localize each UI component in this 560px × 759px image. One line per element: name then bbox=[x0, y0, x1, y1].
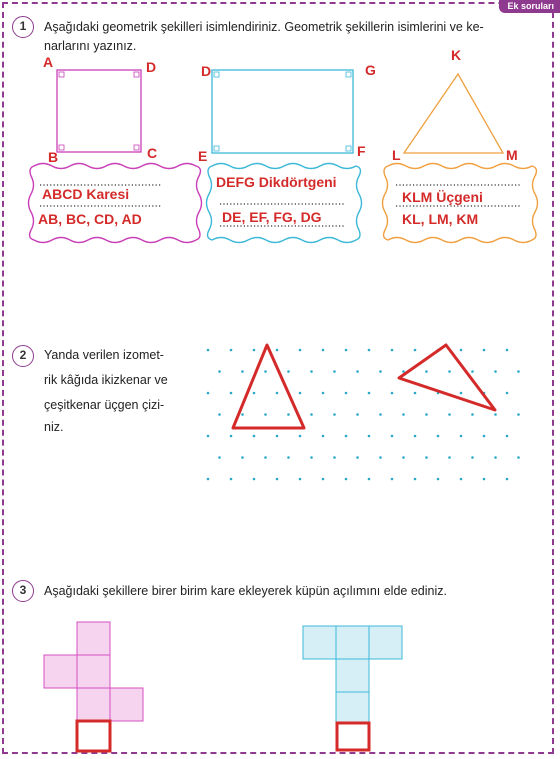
grid-dot bbox=[368, 478, 371, 481]
grid-dot bbox=[471, 456, 474, 459]
grid-dot bbox=[276, 435, 279, 438]
grid-dot bbox=[322, 435, 325, 438]
grid-dot bbox=[241, 456, 244, 459]
grid-dot bbox=[391, 349, 394, 352]
grid-dot bbox=[506, 349, 509, 352]
grid-dot bbox=[379, 456, 382, 459]
triangle-name-answer: KLM Üçgeni bbox=[402, 189, 483, 205]
pink-net-added-square bbox=[77, 721, 110, 751]
blue-net-added-square bbox=[337, 723, 369, 750]
grid-dot bbox=[391, 392, 394, 395]
grid-dot bbox=[310, 370, 313, 373]
triangle-label-m: M bbox=[506, 147, 518, 163]
grid-dot bbox=[414, 478, 417, 481]
grid-dot bbox=[391, 435, 394, 438]
isosceles-triangle-drawing bbox=[233, 345, 304, 428]
grid-dot bbox=[506, 392, 509, 395]
grid-dot bbox=[299, 435, 302, 438]
grid-dot bbox=[379, 413, 382, 416]
triangle-figure bbox=[404, 74, 503, 153]
grid-dot bbox=[345, 349, 348, 352]
grid-dot bbox=[218, 456, 221, 459]
grid-dot bbox=[264, 456, 267, 459]
grid-dot bbox=[276, 478, 279, 481]
grid-dot bbox=[264, 370, 267, 373]
grid-dot bbox=[230, 478, 233, 481]
grid-dot bbox=[356, 456, 359, 459]
grid-dot bbox=[333, 456, 336, 459]
grid-dot bbox=[483, 349, 486, 352]
grid-dot bbox=[241, 413, 244, 416]
grid-dot bbox=[460, 435, 463, 438]
grid-dot bbox=[345, 478, 348, 481]
question-2-line2: rik kâğıda ikizkenar ve bbox=[44, 373, 168, 387]
question-2-line3: çeşitkenar üçgen çizi- bbox=[44, 398, 165, 412]
rectangle-edges-answer: DE, EF, FG, DG bbox=[222, 209, 322, 225]
grid-dot bbox=[230, 392, 233, 395]
grid-dot bbox=[264, 413, 267, 416]
grid-dot bbox=[494, 370, 497, 373]
grid-dot bbox=[322, 392, 325, 395]
grid-dot bbox=[322, 478, 325, 481]
square-edges-answer: AB, BC, CD, AD bbox=[38, 211, 142, 227]
grid-dot bbox=[460, 349, 463, 352]
square-label-d: D bbox=[146, 59, 157, 75]
question-3-text: Aşağıdaki şekillere birer birim kare ekleyerek küpün açılımını elde ediniz. bbox=[44, 584, 447, 598]
grid-dot bbox=[483, 435, 486, 438]
grid-dot bbox=[506, 435, 509, 438]
grid-dot bbox=[494, 413, 497, 416]
grid-dot bbox=[310, 413, 313, 416]
grid-dot bbox=[230, 349, 233, 352]
square-name-answer: ABCD Karesi bbox=[42, 186, 130, 202]
grid-dot bbox=[230, 435, 233, 438]
square-label-a: A bbox=[43, 54, 54, 70]
extra-questions-badge: Ek soruları bbox=[499, 0, 560, 13]
grid-dot bbox=[333, 413, 336, 416]
grid-dot bbox=[207, 349, 210, 352]
grid-dot bbox=[448, 456, 451, 459]
grid-dot bbox=[253, 435, 256, 438]
triangle-edges-answer: KL, LM, KM bbox=[402, 211, 479, 227]
square-answer-box bbox=[29, 164, 202, 243]
grid-dot bbox=[506, 478, 509, 481]
grid-dot bbox=[218, 370, 221, 373]
grid-dot bbox=[379, 370, 382, 373]
grid-dot bbox=[310, 456, 313, 459]
question-2-line4: niz. bbox=[44, 420, 64, 434]
isometric-dot-grid bbox=[207, 349, 520, 481]
grid-dot bbox=[253, 392, 256, 395]
grid-dot bbox=[448, 413, 451, 416]
grid-dot bbox=[414, 435, 417, 438]
grid-dot bbox=[483, 478, 486, 481]
grid-dot bbox=[517, 370, 520, 373]
grid-dot bbox=[276, 349, 279, 352]
grid-dot bbox=[414, 392, 417, 395]
grid-dot bbox=[253, 478, 256, 481]
grid-dot bbox=[437, 478, 440, 481]
question-3-number: 3 bbox=[12, 580, 34, 602]
question-1-number: 1 bbox=[12, 16, 34, 38]
grid-dot bbox=[391, 478, 394, 481]
grid-dot bbox=[333, 370, 336, 373]
grid-dot bbox=[425, 413, 428, 416]
grid-dot bbox=[253, 349, 256, 352]
grid-dot bbox=[437, 435, 440, 438]
grid-dot bbox=[368, 349, 371, 352]
square-label-b: B bbox=[48, 149, 59, 165]
square-label-c: C bbox=[147, 145, 158, 161]
rectangle-label-g: G bbox=[365, 62, 376, 78]
grid-dot bbox=[402, 456, 405, 459]
grid-dot bbox=[299, 478, 302, 481]
rectangle-label-e: E bbox=[198, 148, 208, 164]
grid-dot bbox=[402, 413, 405, 416]
square-figure bbox=[57, 70, 141, 152]
grid-dot bbox=[356, 413, 359, 416]
grid-dot bbox=[471, 370, 474, 373]
grid-dot bbox=[287, 370, 290, 373]
grid-dot bbox=[460, 392, 463, 395]
triangle-label-l: L bbox=[392, 147, 401, 163]
grid-dot bbox=[471, 413, 474, 416]
question-1-text-line1: Aşağıdaki geometrik şekilleri isimlendiriniz. Geometrik şekillerin isimlerini ve ke- bbox=[44, 20, 484, 34]
grid-dot bbox=[241, 370, 244, 373]
rectangle-label-f: F bbox=[357, 143, 366, 159]
grid-dot bbox=[218, 413, 221, 416]
grid-dot bbox=[425, 370, 428, 373]
grid-dot bbox=[299, 349, 302, 352]
question-2-number: 2 bbox=[12, 345, 34, 367]
grid-dot bbox=[276, 392, 279, 395]
rectangle-figure bbox=[212, 70, 353, 153]
grid-dot bbox=[425, 456, 428, 459]
grid-dot bbox=[322, 349, 325, 352]
rectangle-name-answer: DEFG Dikdörtgeni bbox=[216, 174, 337, 190]
grid-dot bbox=[207, 435, 210, 438]
pink-cube-net bbox=[44, 622, 143, 721]
question-1-text-line2: narlarını yazınız. bbox=[44, 39, 137, 53]
grid-dot bbox=[299, 392, 302, 395]
triangle-label-k: K bbox=[451, 47, 462, 63]
grid-dot bbox=[517, 413, 520, 416]
grid-dot bbox=[345, 392, 348, 395]
grid-dot bbox=[448, 370, 451, 373]
grid-dot bbox=[287, 456, 290, 459]
scalene-triangle-drawing bbox=[399, 345, 495, 410]
grid-dot bbox=[368, 392, 371, 395]
grid-dot bbox=[345, 435, 348, 438]
blue-cube-net bbox=[303, 626, 402, 722]
grid-dot bbox=[368, 435, 371, 438]
grid-dot bbox=[517, 456, 520, 459]
grid-dot bbox=[287, 413, 290, 416]
grid-dot bbox=[460, 478, 463, 481]
grid-dot bbox=[207, 478, 210, 481]
rectangle-label-d: D bbox=[201, 63, 212, 79]
grid-dot bbox=[494, 456, 497, 459]
grid-dot bbox=[207, 392, 210, 395]
grid-dot bbox=[356, 370, 359, 373]
question-2-line1: Yanda verilen izomet- bbox=[44, 348, 164, 362]
grid-dot bbox=[414, 349, 417, 352]
